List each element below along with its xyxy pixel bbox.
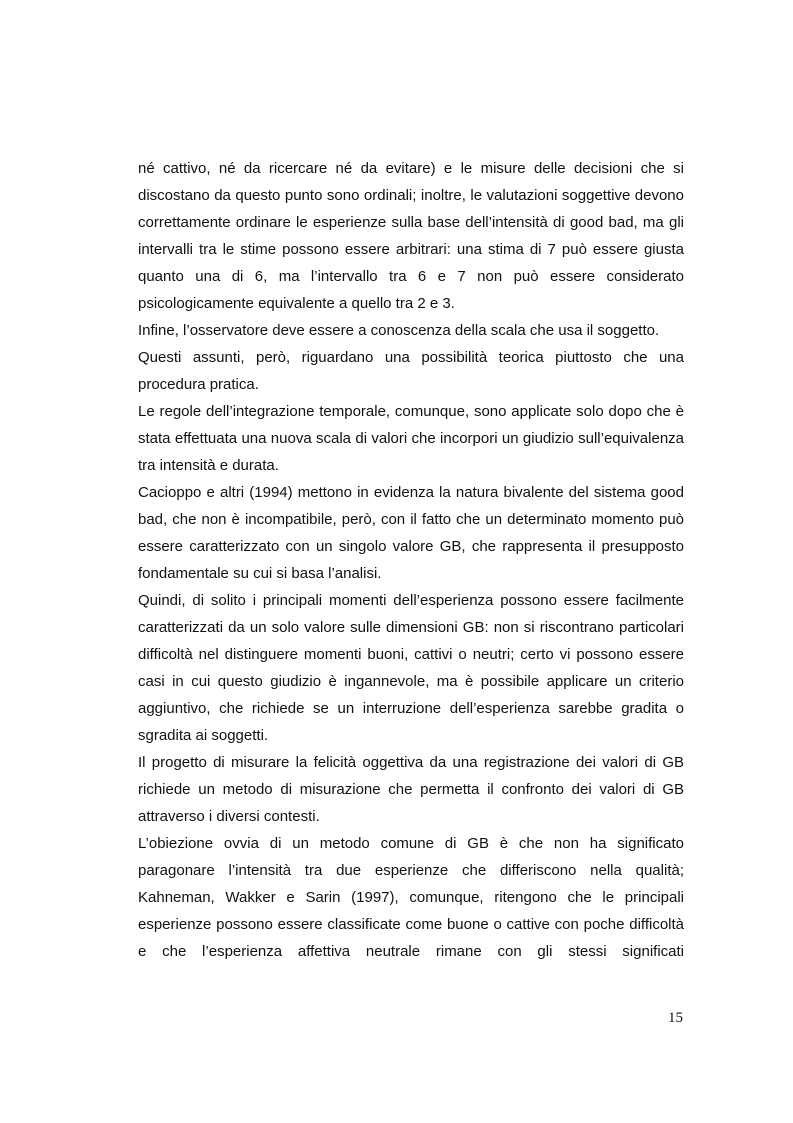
paragraph-3: Questi assunti, però, riguardano una possibilità teorica piuttosto che una procedura pratica. xyxy=(138,349,684,393)
paragraph-4: Le regole dell’integrazione temporale, comunque, sono applicate solo dopo che è stata effettuata una nuova scala di valori che incorpori un giudizio sull’equivalenza tra intensità e durata. xyxy=(138,403,684,474)
paragraph-7: Il progetto di misurare la felicità oggettiva da una registrazione dei valori di GB richiede un metodo di misurazione che permetta il confronto dei valori di GB attraverso i diversi contesti. xyxy=(138,754,684,825)
paragraph-6: Quindi, di solito i principali momenti dell’esperienza possono essere facilmente caratterizzati da un solo valore sulle dimensioni GB: non si riscontrano particolari difficoltà nel distinguere momenti buoni, cattivi o neutri; certo vi possono essere casi in cui questo giudizio è ingannevole, ma è possibile applicare un criterio aggiuntivo, che richiede se un interruzione dell’esperienza sarebbe gradita o sgradita ai soggetti. xyxy=(138,592,684,744)
paragraph-5: Cacioppo e altri (1994) mettono in evidenza la natura bivalente del sistema good bad, che non è incompatibile, però, con il fatto che un determinato momento può essere caratterizzato con un singolo valore GB, che rappresenta il presupposto fondamentale su cui si basa l’analisi. xyxy=(138,484,684,582)
paragraph-2: Infine, l’osservatore deve essere a conoscenza della scala che usa il soggetto. xyxy=(138,322,660,339)
paragraph-1: né cattivo, né da ricercare né da evitare) e le misure delle decisioni che si discostano da questo punto sono ordinali; inoltre, le valutazioni soggettive devono correttamente ordinare le esperienze sulla base dell’intensità di good bad, ma gli intervalli tra le stime possono essere arbitrari: una stima di 7 può essere giusta quanto una di 6, ma l’intervallo tra 6 e 7 non può essere considerato psicologicamente equivalente a quello tra 2 e 3. xyxy=(138,160,684,312)
paragraph-8: L’obiezione ovvia di un metodo comune di GB è che non ha significato paragonare l’intensità tra due esperienze che differiscono nella qualità; Kahneman, Wakker e Sarin (1997), comunque, ritengono che le principali esperienze possono essere classificate come buone o cattive con poche difficoltà e che l’esperienza affettiva neutrale rimane con gli stessi significati xyxy=(138,835,684,960)
body-text xyxy=(138,155,684,965)
page-number: 15 xyxy=(668,1010,683,1026)
